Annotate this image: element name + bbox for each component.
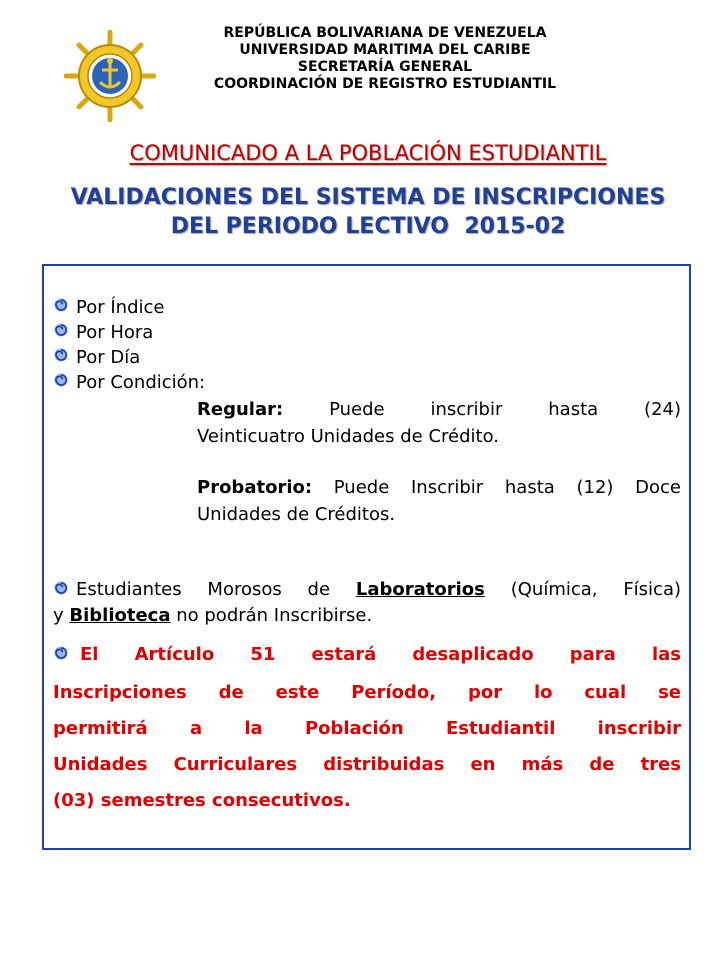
header-line-4: COORDINACIÓN DE REGISTRO ESTUDIANTIL xyxy=(213,76,557,92)
biblioteca-label: Biblioteca xyxy=(69,605,171,626)
regular-label: Regular: xyxy=(197,399,284,420)
criterion-condition: Por Condición: xyxy=(76,372,206,393)
probatorio-line-1: Probatorio: Puede Inscribir hasta (12) Doce xyxy=(197,477,681,498)
probatorio-label: Probatorio: xyxy=(197,477,313,498)
university-seal-icon xyxy=(64,30,156,122)
swirl-bullet-icon xyxy=(54,646,68,660)
institution-header xyxy=(150,25,620,93)
swirl-bullet-icon xyxy=(54,581,68,595)
probatorio-line-2: Unidades de Créditos. xyxy=(197,504,396,525)
criterion-index: Por Índice xyxy=(76,297,165,318)
subtitle-line-2: DEL PERIODO LECTIVO 2015-02 xyxy=(170,214,566,239)
page-title: COMUNICADO A LA POBLACIÓN ESTUDIANTIL xyxy=(129,141,607,165)
criterion-day: Por Día xyxy=(76,347,141,368)
morosos-line-2: y Biblioteca no podrán Inscribirse. xyxy=(53,605,373,626)
subtitle-line-1: VALIDACIONES DEL SISTEMA DE INSCRIPCIONES xyxy=(70,185,666,210)
header-line-3: SECRETARÍA GENERAL xyxy=(297,59,473,75)
articulo-line-1: El Artículo 51 estará desaplicado para las xyxy=(80,644,681,665)
swirl-bullet-icon xyxy=(54,373,68,387)
regular-line-2: Veinticuatro Unidades de Crédito. xyxy=(197,426,500,447)
articulo-line-3: permitirá a la Población Estudiantil inscribir xyxy=(53,718,681,739)
header-line-2: UNIVERSIDAD MARITIMA DEL CARIBE xyxy=(239,42,531,58)
articulo-line-2: Inscripciones de este Período, por lo cual se xyxy=(53,682,681,703)
page-subtitle xyxy=(0,183,720,241)
header-line-1: REPÚBLICA BOLIVARIANA DE VENEZUELA xyxy=(223,25,547,41)
articulo-line-4: Unidades Curriculares distribuidas en más de tres xyxy=(53,754,681,775)
laboratorios-label: Laboratorios xyxy=(355,579,485,600)
morosos-line-1: Estudiantes Morosos de Laboratorios (Química, Física) xyxy=(76,579,681,600)
articulo-line-5: (03) semestres consecutivos. xyxy=(53,790,351,811)
swirl-bullet-icon xyxy=(54,298,68,312)
regular-line-1: Regular: Puede inscribir hasta (24) xyxy=(197,399,681,420)
criterion-hour: Por Hora xyxy=(76,322,154,343)
swirl-bullet-icon xyxy=(54,323,68,337)
swirl-bullet-icon xyxy=(54,348,68,362)
